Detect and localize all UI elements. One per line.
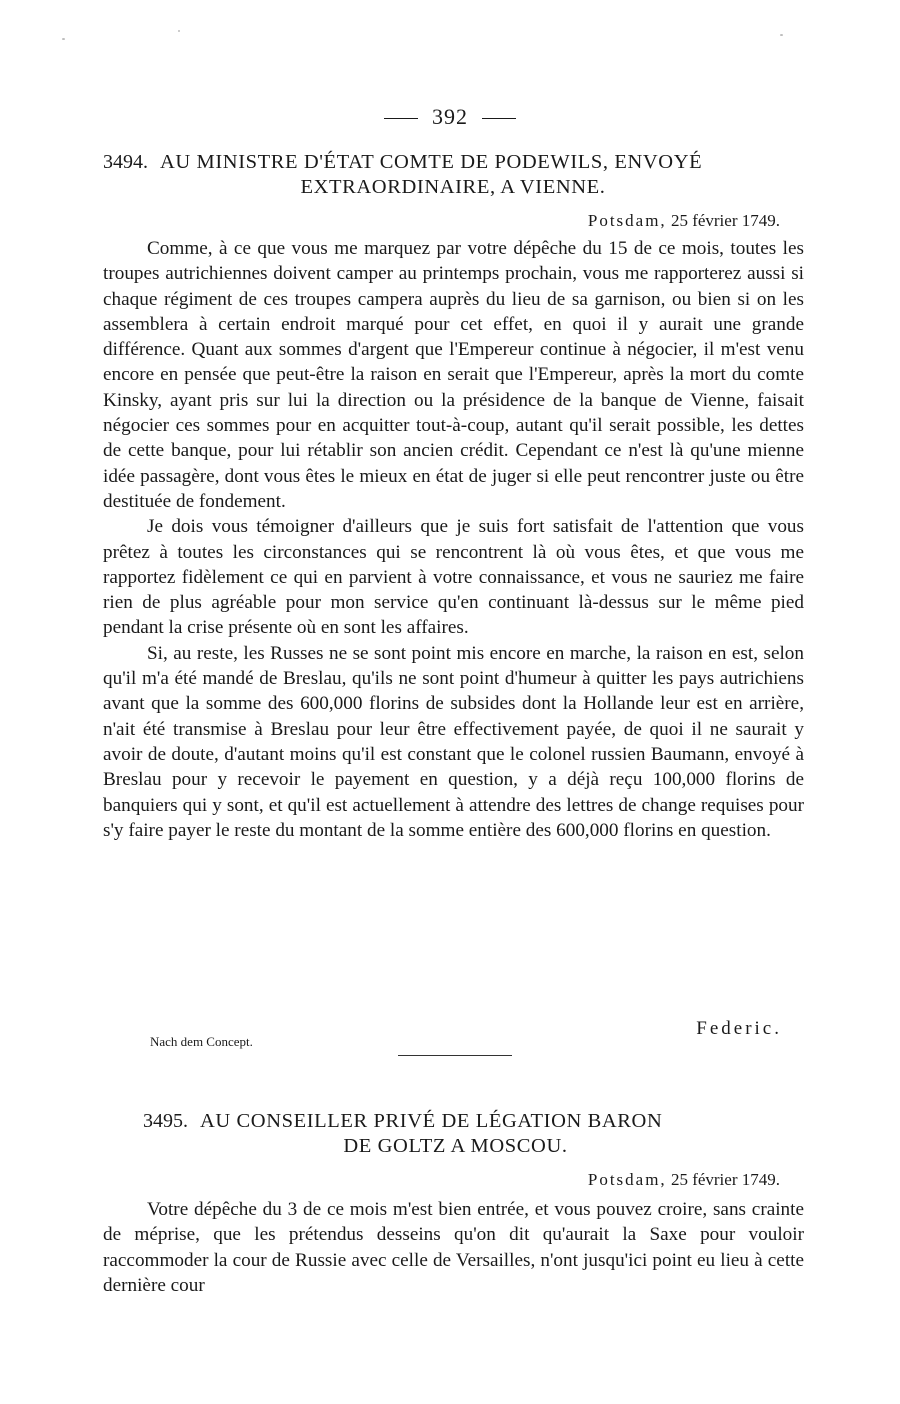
letter-3494-dateline — [588, 211, 780, 231]
page-number-dash-left — [384, 118, 418, 119]
letter-3495-dateline — [588, 1170, 780, 1190]
letter-3494-source-note: Nach dem Concept. — [150, 1034, 253, 1049]
letter-3494-paragraph-3: Si, au reste, les Russes ne se sont point mis encore en marche, la raison en est, selon qu'il m'a été mandé de Breslau, qu'ils ne sont point d'humeur à quitter les pays autrichiens avant que la somme des 600,000 florins de subsides dont la Hollande leur est en arrière, n'ait été transmise à Breslau pour leur être effectivement payée, de quoi il ne saurait y avoir de doute, d'autant moins qu'il est constant que le colonel russien Baumann, envoyé à Breslau pour y recevoir le payement en question, y a déjà reçu 100,000 florins de banquiers qui y sont, et qu'il est actuellement à attendre des lettres de change requises pour s'y faire payer le reste du montant de la somme entière des 600,000 florins en question. — [103, 642, 804, 841]
letter-3494-title-line1: AU MINISTRE D'ÉTAT COMTE DE PODEWILS, ENVOYÉ — [160, 151, 703, 173]
letter-3495-body — [103, 1197, 804, 1298]
letter-3495-title-line1: AU CONSEILLER PRIVÉ DE LÉGATION BARON — [200, 1110, 663, 1132]
letter-3494-body — [103, 236, 804, 843]
letter-3494-title-line2: EXTRAORDINAIRE, A VIENNE. — [300, 176, 606, 198]
page-number-value: 392 — [432, 104, 468, 129]
letter-separator-rule — [398, 1055, 512, 1056]
letter-3494-paragraph-1: Comme, à ce que vous me marquez par votre dépêche du 15 de ce mois, toutes les troupes autrichiennes doivent camper au printemps prochain, vous me rapporterez aussi si chaque régiment de ces troupes campera auprès du lieu de sa garnison, ou bien si on les assemblera à certain endroit marqué pour cet effet, en quoi il y aurait une grande différence. Quant aux sommes d'argent que l'Empereur continue à négocier, il m'est venu encore en pensée que peut-être la raison en serait que l'Empereur, après la mort du comte Kinsky, ayant pris sur lui la direction ou la présidence de la banque de Vienne, faisait négocier ces sommes pour en acquitter tout-à-coup, autant qu'il serait possible, les dettes de cette banque, pour lui rétablir son ancien crédit. Cependant ce n'est là qu'une mienne idée passagère, dont vous êtes le mieux en état de juger si elle peut rencontrer juste ou être destituée de fondement. — [103, 238, 804, 512]
letter-3494-paragraph-2: Je dois vous témoigner d'ailleurs que je suis fort satisfait de l'attention que vous prêtez à toutes les circonstances qui se rencontrent là où vous êtes, et que vous me rapportez fidèlement ce qui en parvient à votre connaissance, et vous ne sauriez me faire rien de plus agréable pour mon service qu'en continuant là-dessus sur le même pied pendant la crise présente où en sont les affaires. — [103, 516, 804, 639]
letter-3495-title — [143, 1109, 768, 1159]
letter-3495-date-place: Potsdam, — [587, 1170, 667, 1189]
letter-3494-date-text: 25 février 1749. — [670, 211, 780, 230]
letter-3494-signature: Federic. — [696, 1018, 782, 1039]
letter-3495-paragraph-1: Votre dépêche du 3 de ce mois m'est bien entrée, et vous pouvez croire, sans crainte de méprise, que les prétendus desseins qu'on dit qu'aurait la Saxe pour vouloir raccommoder la cour de Russie avec celle de Versailles, n'ont jusqu'ici point eu lieu à cette dernière cour — [103, 1199, 804, 1296]
scan-speck — [780, 34, 783, 36]
letter-3495-title-line2: DE GOLTZ A MOSCOU. — [343, 1135, 568, 1157]
scan-speck — [178, 30, 180, 32]
letter-3494-title — [103, 150, 803, 200]
page-number — [0, 104, 900, 130]
letter-3495-number: 3495. — [143, 1110, 188, 1132]
page-number-dash-right — [482, 118, 516, 119]
letter-3495-date-text: 25 février 1749. — [670, 1170, 780, 1189]
letter-3494-number: 3494. — [103, 151, 148, 173]
scan-speck — [62, 38, 65, 40]
letter-3494-date-place: Potsdam, — [587, 211, 667, 230]
